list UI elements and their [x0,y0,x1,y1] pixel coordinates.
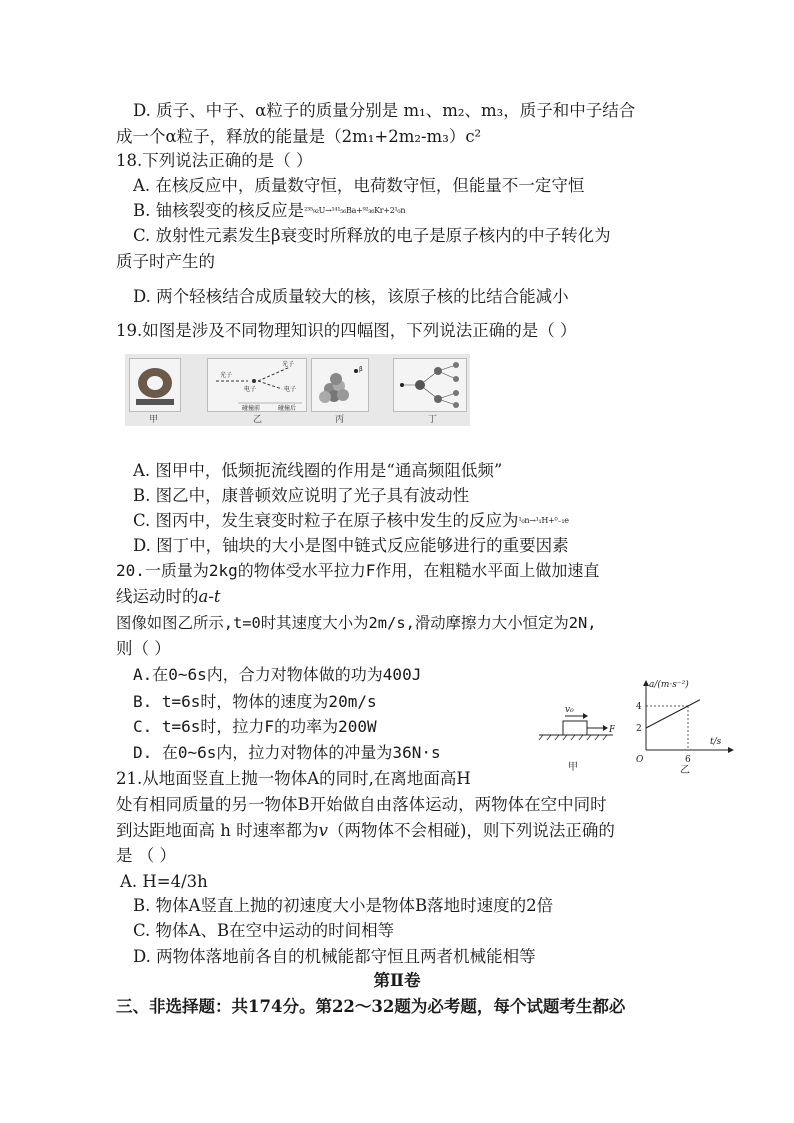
jia-label: 甲 [568,762,578,772]
q19-option-b: B. 图乙中，康普顿效应说明了光子具有波动性 [133,486,470,505]
yi-electron-label: 电子 [244,386,257,393]
q21-stem-line2: 处有相同质量的另一物体B开始做自由落体运动，两物体在空中同时 [116,795,607,814]
q21-velocity-symbol: v [318,821,328,840]
q18-fission-equation: ²³⁵₉₂U→¹⁴¹₅₆Ba+⁹²₃₆Kr+2¹₀n [304,206,406,215]
panel-jia-coil [129,358,181,412]
q21-option-d: D. 两物体落地前各自的机械能都守恒且两者机械能相等 [133,947,536,966]
nucleus-icon [312,359,368,411]
q21-stem-line4: 是 （ ） [116,846,176,865]
q19-decay-equation: ¹₀n→¹₁H+⁰₋₁e [518,516,569,525]
section-three-heading: 三、非选择题：共174分。第22～32题为必考题，每个试题考生都必 [116,997,626,1016]
q20-option-a: A.在0~6s内，合力对物体做的功为400J [133,665,422,684]
q18-option-d: D. 两个轻核结合成质量较大的核，该原子核的比结合能减小 [133,287,569,306]
panel-label-bing: 丙 [335,415,345,425]
q17-option-d-line1: D. 质子、中子、α粒子的质量分别是 m₁、m₂、m₃，质子和中子结合 [133,101,636,120]
q20-stem-line2 [116,584,221,610]
yi-photon-label: 光子 [220,372,233,379]
q20-stem-line4: 则（ ） [116,639,171,658]
q21-option-a: A. H=4/3h [120,872,208,891]
y-tick-2: 2 [636,724,642,734]
q20-option-b: B. t=6s时，物体的速度为20m/s [133,692,377,711]
q18-option-b-text: B. 铀核裂变的核反应是 [133,201,305,220]
q19-option-c [133,508,569,534]
panel-bing-nucleus [311,358,369,412]
q20-stem-line2-text: 线运动时的 [116,587,199,606]
q21-option-b: B. 物体A竖直上抛的初速度大小是物体B落地时速度的2倍 [133,896,554,915]
q19-option-a: A. 图甲中，低频扼流线圈的作用是“通高频阻低频” [133,461,503,480]
q21-stem-line1: 21.从地面竖直上抛一物体A的同时,在离地面高H [116,769,471,788]
q18-option-c-line2: 质子时产生的 [116,252,215,271]
block [563,721,587,735]
q19-stem: 19.如图是涉及不同物理知识的四幅图，下列说法正确的是（ ） [116,321,577,340]
choke-coil-icon [130,359,180,411]
q21-option-c: C. 物体A、B在空中运动的时间相等 [133,921,395,940]
yi-label: 乙 [680,765,690,774]
panel-yi-compton [207,358,307,412]
q20-stem-line3: 图像如图乙所示,t=0时其速度大小为2m/s,滑动摩擦力大小恒定为2N, [116,614,597,632]
q17-option-d-line2: 成一个α粒子，释放的能量是（2m₁+2m₂-m₃）c² [116,127,482,146]
panel-label-ding: 丁 [428,415,438,425]
q21-stem-line3-tail: （两物体不会相碰)，则下列说法正确的 [327,821,615,840]
compton-diagram [208,359,306,411]
q19-figure [125,354,470,426]
yi-after-label: 碰撞后 [278,405,297,411]
q19-option-c-text: C. 图丙中，发生衰变时粒子在原子核中发生的反应为 [133,511,519,530]
bing-beta-label: β [359,366,363,373]
q21-stem-line3-text: 到达距地面高 h 时速率都为 [116,821,319,840]
q21-stem-line3 [116,818,615,844]
q20-option-d: D. 在0~6s内，拉力对物体的冲量为36N·s [133,743,441,762]
q18-option-a: A. 在核反应中，质量数守恒，电荷数守恒，但能量不一定守恒 [133,176,585,195]
panel-ding-chain-reaction [393,358,467,412]
y-tick-4: 4 [636,702,642,712]
q20-at-graph [628,676,738,774]
yi-electron2-label: 电子 [284,386,297,393]
x-tick-6: 6 [685,755,691,765]
series-line [646,700,700,728]
q20-stem-line1: 20.一质量为2kg的物体受水平拉力F作用，在粗糙水平面上做加速直 [116,561,600,580]
q20-figure-jia [535,700,615,772]
q19-option-d: D. 图丁中，铀块的大小是图中链式反应能够进行的重要因素 [133,536,569,555]
force-label: F [609,725,615,735]
q18-option-b [133,198,405,224]
q18-stem: 18.下列说法正确的是（ ） [116,151,313,170]
origin-label: O [636,755,644,765]
panel-label-yi: 乙 [253,415,263,425]
y-axis-label: a/(m·s⁻²) [649,680,689,690]
chain-reaction-icon [394,359,466,411]
q20-option-c: C. t=6s时，拉力F的功率为200W [133,717,377,736]
x-axis-label: t/s [710,737,722,747]
panel-label-jia: 甲 [149,415,159,425]
part-two-heading: 第Ⅱ卷 [373,971,421,990]
v0-label: v₀ [565,705,574,715]
yi-before-label: 碰撞前 [242,405,261,411]
yi-photon2-label: 光子 [282,361,295,368]
q18-option-c-line1: C. 放射性元素发生β衰变时所释放的电子是原子核内的中子转化为 [133,226,611,245]
q20-at-symbol: a-t [198,587,221,606]
